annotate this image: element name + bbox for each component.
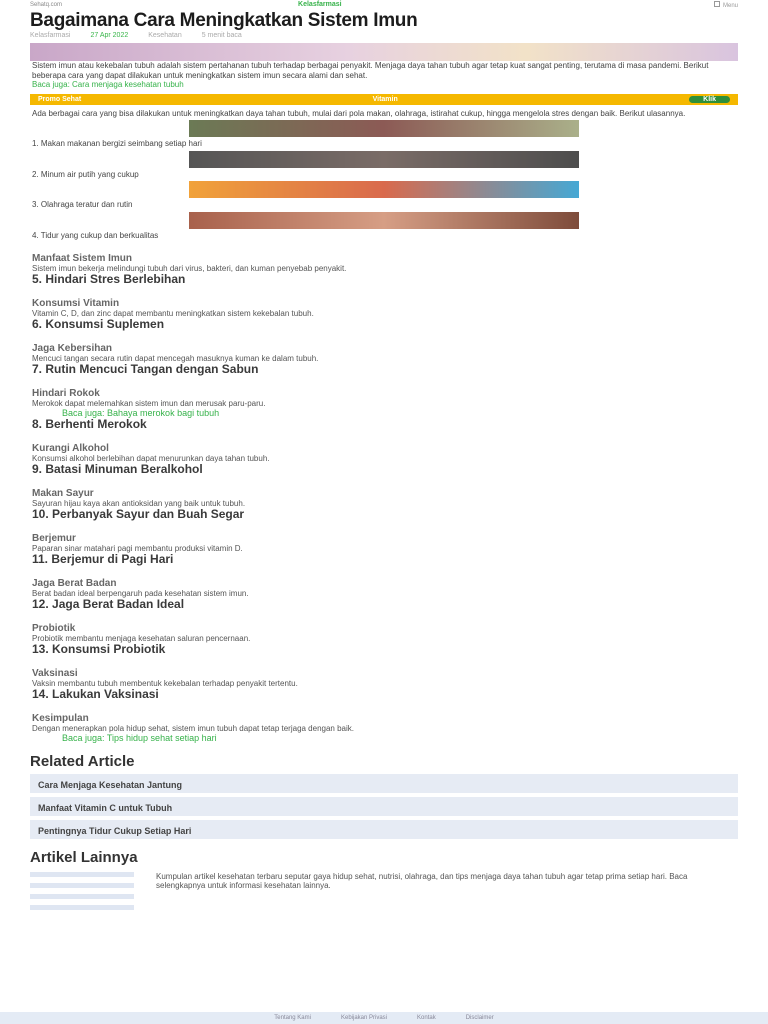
author[interactable]: Kelasfarmasi <box>30 32 71 39</box>
section-title: 12. Jaga Berat Badan Ideal <box>32 597 185 611</box>
section-text: Sayuran hijau kaya akan antioksidan yang baik untuk tubuh. <box>32 499 246 508</box>
related-articles <box>0 753 768 839</box>
sections <box>0 253 768 743</box>
article-image-3 <box>189 181 579 198</box>
ad-banner[interactable] <box>30 94 738 105</box>
related-item[interactable]: Pentingnya Tidur Cukup Setiap Hari <box>30 820 738 839</box>
section-heading: Konsumsi Vitamin <box>32 298 120 309</box>
article-byline <box>0 30 768 43</box>
other-title: Artikel Lainnya <box>30 849 138 866</box>
section <box>0 668 768 700</box>
section-title: 7. Rutin Mencuci Tangan dengan Sabun <box>32 362 259 376</box>
section-heading: Kurangi Alkohol <box>32 443 109 454</box>
section-text: Konsumsi alkohol berlebihan dapat menurunkan daya tahan tubuh. <box>32 454 270 463</box>
intro-link[interactable]: Baca juga: Cara menjaga kesehatan tubuh <box>32 80 184 89</box>
section-heading: Manfaat Sistem Imun <box>32 253 133 264</box>
step-4: 4. Tidur yang cukup dan berkualitas <box>32 230 159 240</box>
section-heading: Berjemur <box>32 533 76 544</box>
other-articles <box>0 872 768 910</box>
section <box>0 253 768 285</box>
section-text: Paparan sinar matahari pagi membantu produksi vitamin D. <box>32 544 243 553</box>
section-title: 13. Konsumsi Probiotik <box>32 642 166 656</box>
section-text: Vaksin membantu tubuh membentuk kekebalan terhadap penyakit tertentu. <box>32 679 298 688</box>
section-title: 11. Berjemur di Pagi Hari <box>32 552 174 566</box>
section <box>0 533 768 565</box>
section <box>0 343 768 375</box>
section-title: 10. Perbanyak Sayur dan Buah Segar <box>32 507 245 521</box>
section-heading: Probiotik <box>32 623 76 634</box>
date: 27 Apr 2022 <box>90 32 129 39</box>
site-logo[interactable]: Kelasfarmasi <box>298 1 342 8</box>
section <box>0 388 768 430</box>
section-link[interactable]: Baca juga: Tips hidup sehat setiap hari <box>62 733 217 743</box>
section-title: 9. Batasi Minuman Beralkohol <box>32 462 203 476</box>
section-heading: Kesimpulan <box>32 713 89 724</box>
article-image-2 <box>189 151 579 168</box>
banner-left: Promo Sehat <box>38 95 82 103</box>
footer <box>0 1012 768 1024</box>
read-time: 5 menit baca <box>201 32 242 39</box>
section <box>0 578 768 610</box>
footer-link[interactable]: Kebijakan Privasi <box>340 1015 388 1021</box>
section-link[interactable]: Baca juga: Bahaya merokok bagi tubuh <box>62 408 220 418</box>
section-text: Mencuci tangan secara rutin dapat mencegah masuknya kuman ke dalam tubuh. <box>32 354 319 363</box>
category[interactable]: Kesehatan <box>148 32 182 39</box>
other-text: Kumpulan artikel kesehatan terbaru seputar gaya hidup sehat, nutrisi, olahraga, dan tips menjaga daya tahan tubuh agar tetap prima setiap hari. Baca selengkapnya untuk informasi kesehatan lainnya. <box>156 872 688 890</box>
footer-link[interactable]: Kontak <box>417 1015 436 1021</box>
article-image-4 <box>189 212 579 229</box>
menu-button[interactable] <box>714 1 738 9</box>
step-2: 2. Minum air putih yang cukup <box>32 169 139 179</box>
section-heading: Jaga Berat Badan <box>32 578 117 589</box>
footer-link[interactable]: Disclaimer <box>465 1015 494 1021</box>
menu-icon <box>714 1 720 7</box>
section-text: Probiotik membantu menjaga kesehatan saluran pencernaan. <box>32 634 251 643</box>
section-title: 6. Konsumsi Suplemen <box>32 317 165 331</box>
step-3: 3. Olahraga teratur dan rutin <box>32 200 133 209</box>
article-image-1 <box>189 120 579 137</box>
section <box>0 713 768 743</box>
section-heading: Vaksinasi <box>32 668 78 679</box>
thumb[interactable] <box>30 905 134 910</box>
section-heading: Makan Sayur <box>32 488 94 499</box>
section-title: 8. Berhenti Merokok <box>32 417 147 431</box>
site-link[interactable]: Sehatq.com <box>30 1 63 8</box>
section-heading: Jaga Kebersihan <box>32 343 113 354</box>
related-item[interactable]: Cara Menjaga Kesehatan Jantung <box>30 774 738 793</box>
section-text: Merokok dapat melemahkan sistem imun dan merusak paru-paru. <box>32 399 266 408</box>
related-title: Related Article <box>30 753 135 770</box>
other-articles-header <box>0 849 768 866</box>
banner-mid: Vitamin <box>372 95 398 103</box>
paragraph-2: Ada berbagai cara yang bisa dilakukan untuk meningkatkan daya tahan tubuh, mulai dari pola makan, olahraga, istirahat cukup, hingga mengelola stres dengan baik. Berikut ulasannya. <box>32 108 686 118</box>
section-text: Berat badan ideal berpengaruh pada kesehatan sistem imun. <box>32 589 249 598</box>
thumb[interactable] <box>30 894 134 899</box>
related-item[interactable]: Manfaat Vitamin C untuk Tubuh <box>30 797 738 816</box>
section-title: 5. Hindari Stres Berlebihan <box>32 272 186 286</box>
article-title: Bagaimana Cara Meningkatkan Sistem Imun <box>30 10 418 31</box>
banner-button[interactable]: Klik <box>689 96 730 103</box>
section <box>0 488 768 520</box>
other-thumbs[interactable] <box>30 872 134 910</box>
thumb[interactable] <box>30 883 134 888</box>
step-1: 1. Makan makanan bergizi seimbang setiap hari <box>32 139 202 148</box>
section-text: Vitamin C, D, dan zinc dapat membantu meningkatkan sistem kekebalan tubuh. <box>32 309 314 318</box>
top-bar <box>0 0 768 9</box>
section <box>0 298 768 330</box>
hero-image <box>30 43 738 61</box>
section <box>0 443 768 475</box>
footer-link[interactable]: Tentang Kami <box>274 1015 311 1021</box>
section-text: Dengan menerapkan pola hidup sehat, sistem imun tubuh dapat tetap terjaga dengan baik. <box>32 724 354 733</box>
section-title: 14. Lakukan Vaksinasi <box>32 687 159 701</box>
intro-paragraph: Sistem imun atau kekebalan tubuh adalah sistem pertahanan tubuh terhadap berbagai penyakit. Menjaga daya tahan tubuh agar tetap kuat sangat penting, terutama di masa pandemi. Berikut beberapa cara yang dapat dilakukan untuk meningkatkan sistem imun secara alami dan sehat. <box>32 61 709 80</box>
thumb[interactable] <box>30 872 134 877</box>
section-heading: Hindari Rokok <box>32 388 100 399</box>
menu-label: Menu <box>722 2 738 9</box>
section-text: Sistem imun bekerja melindungi tubuh dari virus, bakteri, dan kuman penyebab penyakit. <box>32 264 347 273</box>
section <box>0 623 768 655</box>
